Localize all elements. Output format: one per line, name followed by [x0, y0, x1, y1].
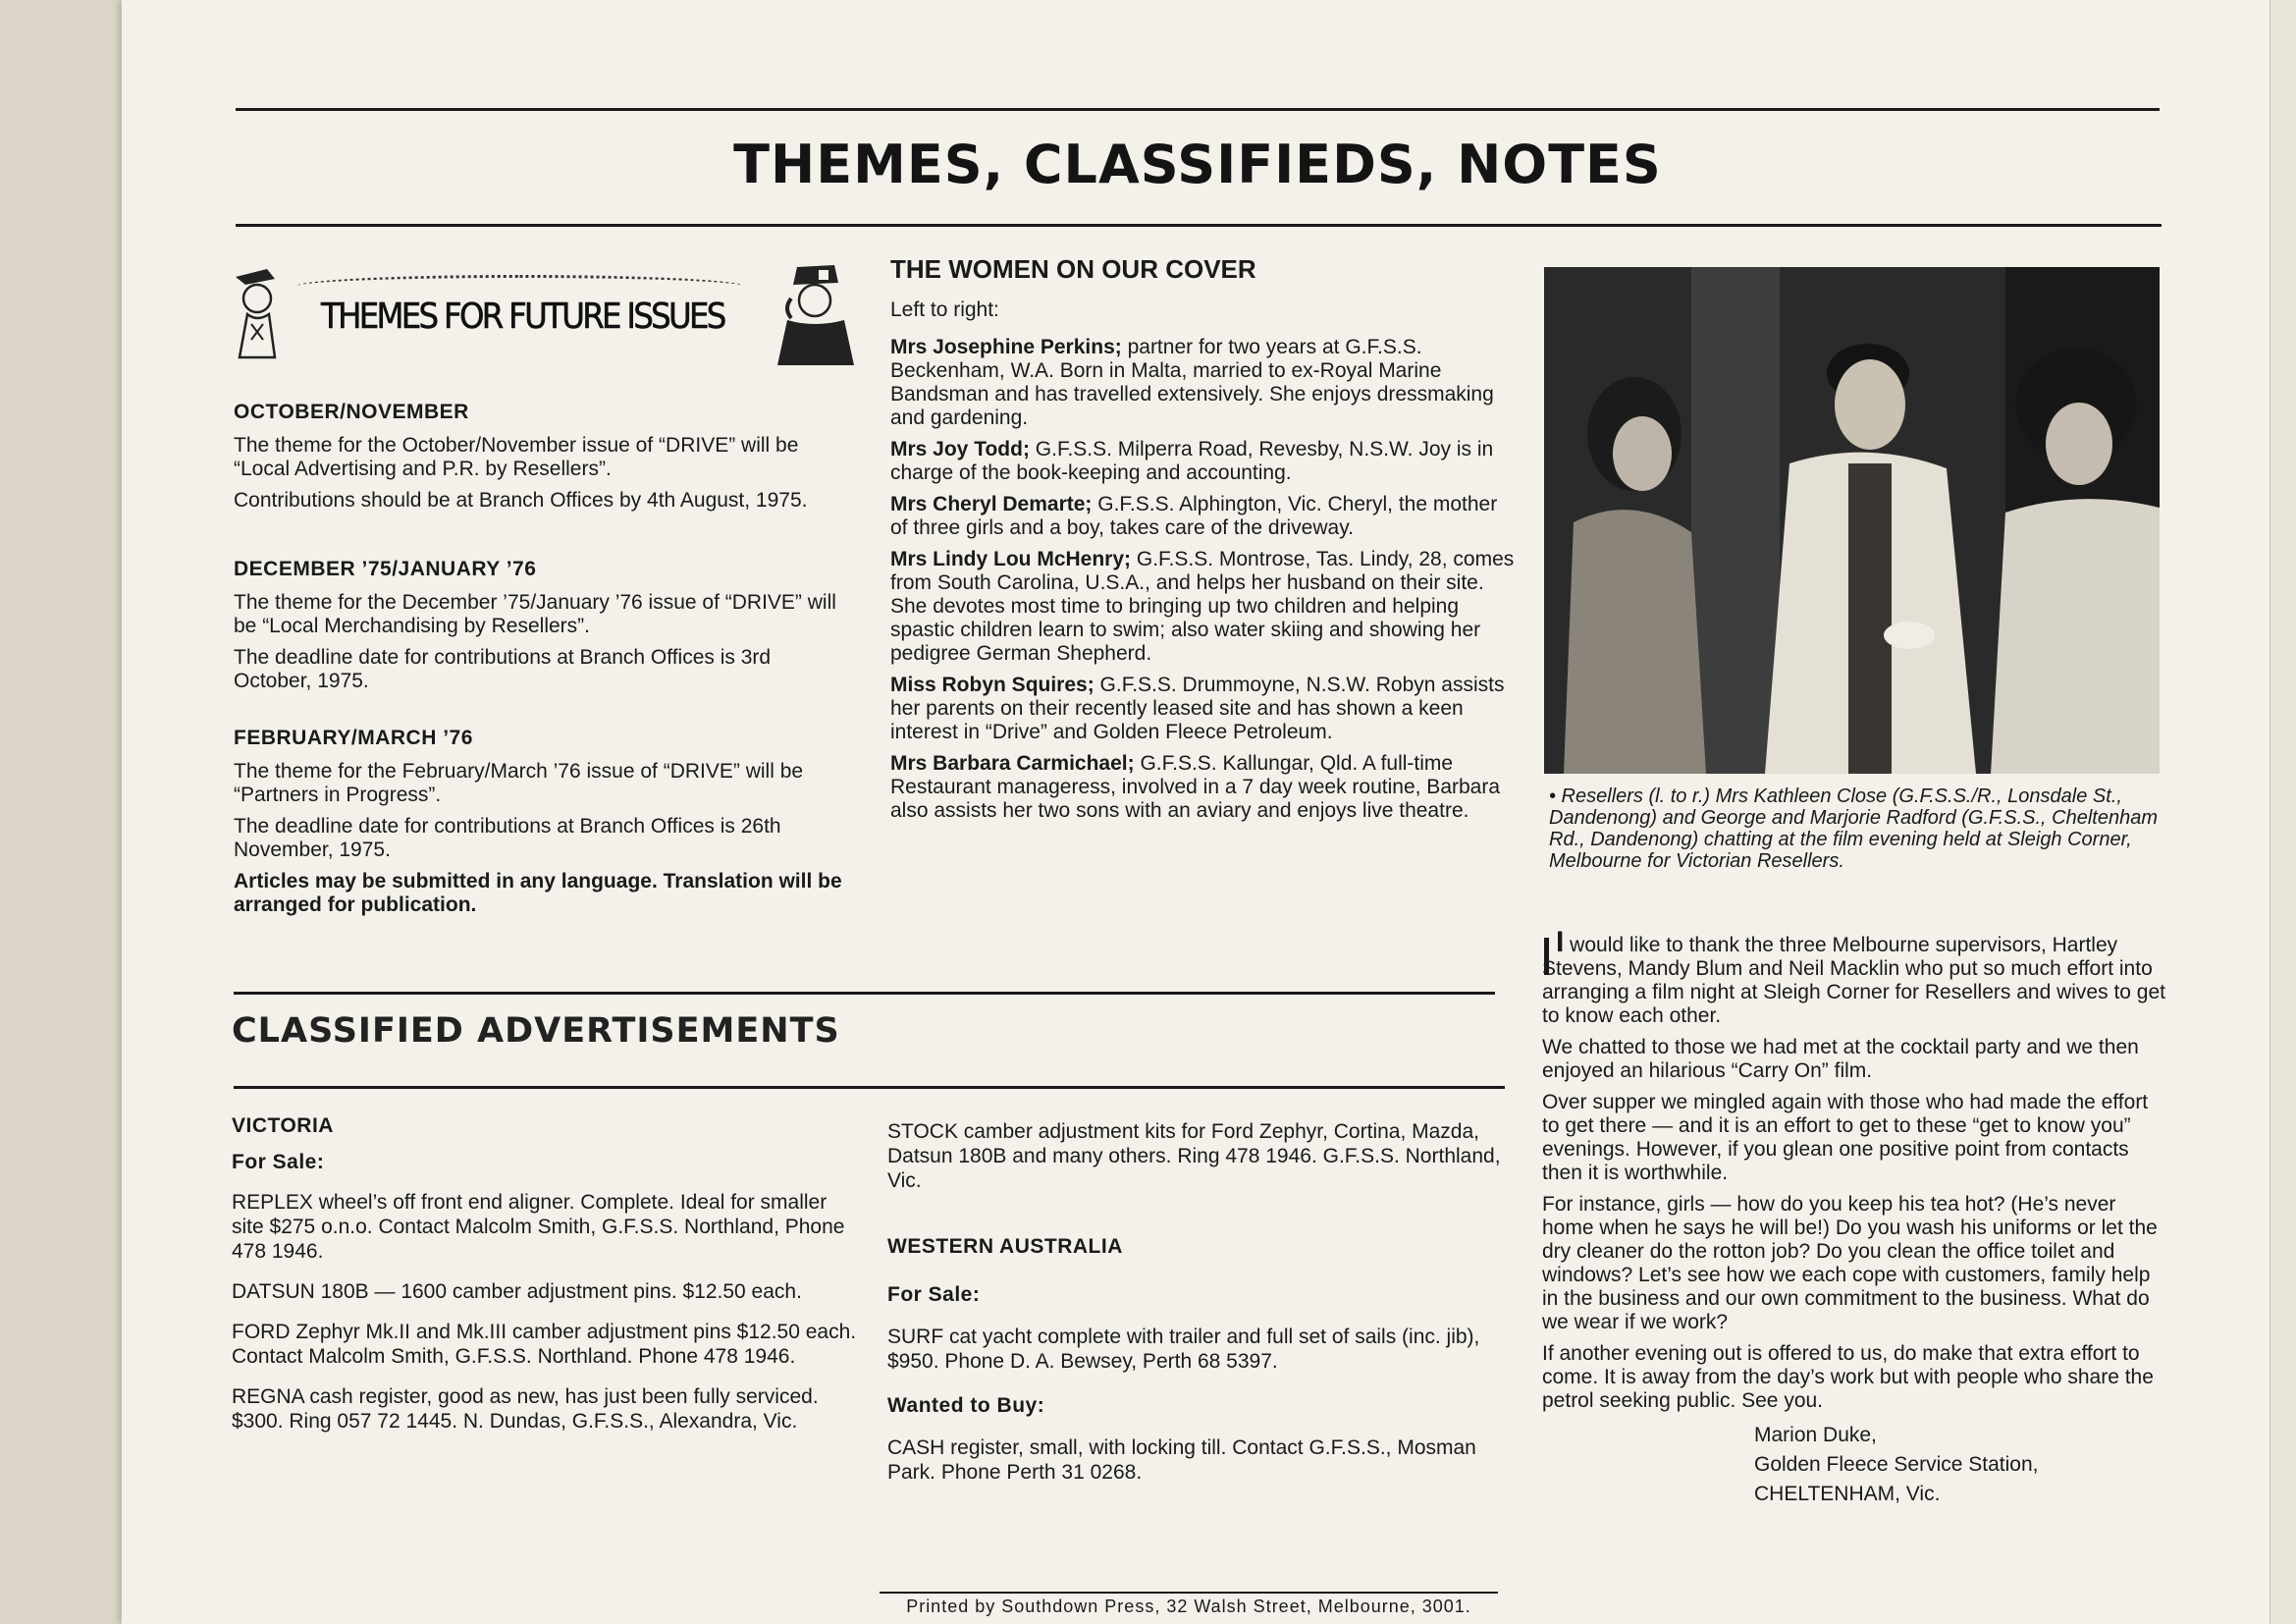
cartoon-man-left-icon	[228, 259, 289, 362]
victoria-column	[232, 1113, 860, 1449]
footer-rule	[880, 1592, 1498, 1594]
classifieds-column-2	[887, 1119, 1508, 1492]
classified-ad: CASH register, small, with locking till. Contact G.F.S.S., Mosman Park. Phone Perth 31 0268.	[887, 1436, 1476, 1484]
classifieds-underline	[234, 1086, 1505, 1089]
signature-line: Golden Fleece Service Station,	[1754, 1453, 2039, 1476]
person-text: G.F.S.S. Kallungar, Qld. A full-time Restaurant manageress, involved in a 7 day week routine, Barbara also assists her two sons with an aviary and enjoys live theatre.	[890, 752, 1501, 822]
classifieds-title: CLASSIFIED ADVERTISEMENTS	[232, 1011, 840, 1051]
themes-column	[234, 401, 847, 925]
themes-paragraph: Contributions should be at Branch Offices by 4th August, 1975.	[234, 489, 808, 512]
top-rule	[236, 108, 2160, 111]
page-title: THEMES, CLASSIFIEDS, NOTES	[733, 134, 1662, 195]
themes-section	[234, 727, 847, 917]
person-text: G.F.S.S. Milperra Road, Revesby, N.S.W. Joy is in charge of the book-keeping and accounting.	[890, 438, 1494, 484]
wa-heading: WESTERN AUSTRALIA	[887, 1235, 1123, 1258]
cartoon-man-phone-icon	[766, 259, 856, 367]
letter-paragraph: For instance, girls — how do you keep his tea hot? (He’s never home when he says he will be!) Do you wash his uniforms or let the dry cleaner do the rotton job? Do you clean the office toilet and windows? Let’s see how we each cope with customers, family help in the business and our own commitment to the business. What do we wear if we work?	[1542, 1193, 2158, 1333]
cover-heading: THE WOMEN ON OUR COVER	[890, 254, 1256, 284]
person-text: G.F.S.S. Montrose, Tas. Lindy, 28, comes from South Carolina, U.S.A., and helps her husband on their site. She devotes most time to bringing up two children and helping spastic children learn to swim; also water skiing and showing her pedigree German Shepherd.	[890, 548, 1515, 665]
person-name: Mrs Cheryl Demarte;	[890, 493, 1093, 515]
cover-person	[890, 336, 1519, 430]
printer-credit: Printed by Southdown Press, 32 Walsh Street, Melbourne, 3001.	[906, 1597, 1471, 1616]
classified-ad: DATSUN 180B — 1600 camber adjustment pins. $12.50 each.	[232, 1280, 802, 1303]
person-text: partner for two years at G.F.S.S. Beckenham, W.A. Born in Malta, married to ex-Royal Marine Bandsman and has travelled extensively. She enjoys dressmaking and gardening.	[890, 336, 1494, 429]
cover-person	[890, 438, 1519, 485]
themes-paragraph: The theme for the December ’75/January ’76 issue of “DRIVE” will be “Local Merchandising by Resellers”.	[234, 591, 836, 637]
letter-paragraph	[1542, 926, 2166, 1028]
letter-column	[1542, 926, 2166, 1509]
person-name: Miss Robyn Squires;	[890, 674, 1095, 696]
letter-dropcap-text: I	[1556, 926, 1565, 958]
themes-note: Articles may be submitted in any language. Translation will be arranged for publication.	[234, 870, 842, 916]
cover-person	[890, 752, 1519, 823]
victoria-heading: VICTORIA	[232, 1114, 334, 1137]
themes-paragraph: The deadline date for contributions at Branch Offices is 3rd October, 1975.	[234, 646, 772, 692]
person-text: G.F.S.S. Drummoyne, N.S.W. Robyn assists her parents on their recently leased site and has shown a keen interest in “Drive” and Golden Fleece Petroleum.	[890, 674, 1505, 743]
signature-line: Marion Duke,	[1754, 1424, 1877, 1446]
victoria-for-sale-label: For Sale:	[232, 1151, 325, 1173]
cover-person	[890, 548, 1519, 666]
letter-paragraph: If another evening out is offered to us, do make that extra effort to come. It is away from the day’s work but with people who share the petrol seeking public. See you.	[1542, 1342, 2154, 1412]
person-name: Mrs Josephine Perkins;	[890, 336, 1122, 358]
classified-ad: REPLEX wheel’s off front end aligner. Complete. Ideal for smaller site $275 o.n.o. Contact Malcolm Smith, G.F.S.S. Northland, Phone 478 1946.	[232, 1191, 845, 1263]
cover-intro: Left to right:	[890, 298, 999, 321]
themes-section	[234, 401, 847, 558]
letter-signature	[1754, 1421, 2166, 1509]
wa-wanted-label: Wanted to Buy:	[887, 1394, 1045, 1417]
themes-paragraph: The theme for the February/March ’76 issue of “DRIVE” will be “Partners in Progress”.	[234, 760, 804, 806]
wa-for-sale-label: For Sale:	[887, 1283, 981, 1306]
letter-paragraph: Over supper we mingled again with those who had made the effort to get there — and it is an effort to get to these “get to know you” evenings. However, if you glean one positive point from contacts then it is worthwhile.	[1542, 1091, 2149, 1184]
cover-person	[890, 674, 1519, 744]
themes-section	[234, 558, 847, 727]
photo-caption: • Resellers (l. to r.) Mrs Kathleen Close (G.F.S.S./R., Lonsdale St., Dandenong) and George and Marjorie Radford (G.F.S.S., Cheltenham Rd., Dandenong) chatting at the film evening held at Sleigh Corner, Melbourne for Victorian Resellers.	[1549, 785, 2158, 872]
person-name: Mrs Lindy Lou McHenry;	[890, 548, 1132, 570]
classifieds-top-rule	[234, 992, 1495, 995]
signature-line: CHELTENHAM, Vic.	[1754, 1483, 1941, 1505]
themes-paragraph: The theme for the October/November issue of “DRIVE” will be “Local Advertising and P.R. by Resellers”.	[234, 434, 799, 480]
classified-ad: STOCK camber adjustment kits for Ford Zephyr, Cortina, Mazda, Datsun 180B and many others. Ring 478 1946. G.F.S.S. Northland, Vic.	[887, 1120, 1501, 1192]
classified-ad: FORD Zephyr Mk.II and Mk.III camber adjustment pins $12.50 each. Contact Malcolm Smith, G.F.S.S. Northland. Phone 478 1946.	[232, 1321, 857, 1368]
title-underline	[236, 224, 2162, 227]
themes-banner	[228, 251, 856, 367]
page-edge	[2269, 0, 2296, 1624]
classified-ad: SURF cat yacht complete with trailer and full set of sails (inc. jib), $950. Phone D. A. Bewsey, Perth 68 5397.	[887, 1326, 1480, 1373]
classified-ad: REGNA cash register, good as new, has just been fully serviced. $300. Ring 057 72 1445. N. Dundas, G.F.S.S., Alexandra, Vic.	[232, 1385, 819, 1433]
person-name: Mrs Barbara Carmichael;	[890, 752, 1135, 775]
photo-figures-icon	[1544, 267, 2160, 774]
themes-heading: OCTOBER/NOVEMBER	[234, 401, 469, 423]
cover-column	[890, 254, 1519, 831]
scroll-decoration	[296, 275, 743, 298]
themes-heading: FEBRUARY/MARCH ’76	[234, 727, 473, 749]
themes-heading: DECEMBER ’75/JANUARY ’76	[234, 558, 537, 580]
resellers-photo	[1544, 267, 2160, 774]
letter-paragraph: We chatted to those we had met at the cocktail party and we then enjoyed an hilarious “Carry On” film.	[1542, 1036, 2139, 1082]
cover-person	[890, 493, 1519, 540]
banner-label: THEMES FOR FUTURE ISSUES	[321, 297, 724, 337]
person-name: Mrs Joy Todd;	[890, 438, 1030, 460]
themes-paragraph: The deadline date for contributions at Branch Offices is 26th November, 1975.	[234, 815, 781, 861]
letter-first-text: would like to thank the three Melbourne supervisors, Hartley Stevens, Mandy Blum and Neil Macklin who put so much effort into arranging a film night at Sleigh Corner for Resellers and wives to get to know each other.	[1542, 934, 2165, 1027]
person-text: G.F.S.S. Alphington, Vic. Cheryl, the mother of three girls and a boy, takes care of the driveway.	[890, 493, 1498, 539]
